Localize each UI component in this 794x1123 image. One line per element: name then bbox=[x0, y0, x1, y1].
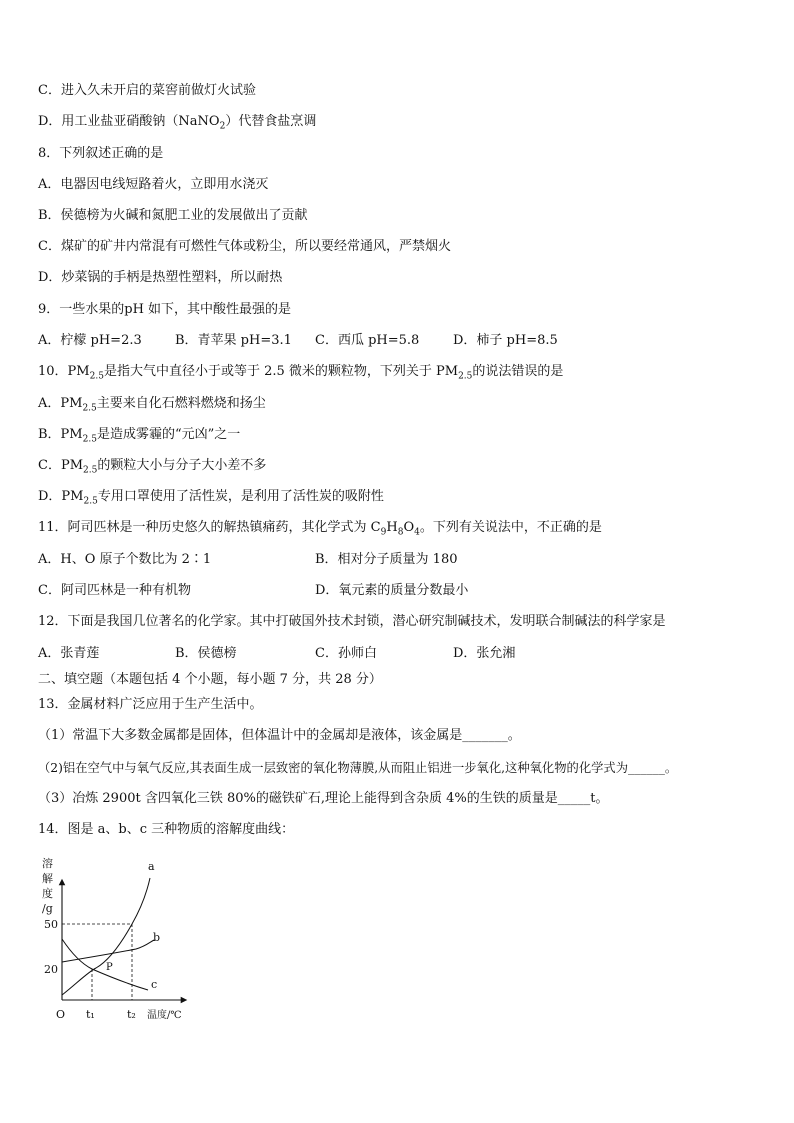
q9-option-c: C．西瓜 pH=5.8 bbox=[315, 333, 420, 348]
q12-stem: 12．下面是我国几位著名的化学家。其中打破国外技术封锁，潜心研究制碱技术，发明联合制碱法的科学家是 bbox=[38, 614, 666, 629]
q9-stem: 9．一些水果的pH 如下，其中酸性最强的是 bbox=[38, 302, 292, 317]
q8-option-c: C．煤矿的矿井内常混有可燃性气体或粉尘，所以要经常通风，严禁烟火 bbox=[38, 239, 451, 254]
q13-stem: 13．金属材料广泛应用于生产生活中。 bbox=[38, 697, 263, 712]
q10-option-c: C．$PM_{2.5}$的颗粒大小与分子大小差不多 bbox=[38, 458, 267, 476]
curve-c bbox=[62, 939, 148, 990]
x-axis-label: 温度/℃ bbox=[147, 1010, 182, 1021]
x-tick-t1: t₁ bbox=[86, 1008, 95, 1021]
q10-option-b: B．$PM_{2.5}$是造成雾霾的“元凶”之一 bbox=[38, 427, 241, 445]
q12-option-d: D．张允湘 bbox=[453, 646, 516, 661]
q14-stem: 14．图是 a、b、c 三种物质的溶解度曲线： bbox=[38, 822, 295, 837]
q11-option-d: D．氧元素的质量分数最小 bbox=[315, 583, 469, 598]
q12-option-c: C．孙师白 bbox=[315, 646, 377, 661]
q13-part-1: （1）常温下大多数金属都是固体，但体温计中的金属却是液体，该金属是_______。 bbox=[38, 728, 521, 743]
q8-stem: 8．下列叙述正确的是 bbox=[38, 146, 164, 161]
q8-option-b: B．侯德榜为火碱和氮肥工业的发展做出了贡献 bbox=[38, 208, 308, 223]
section-2-heading: 二、填空题（本题包括 4 个小题，每小题 7 分，共 28 分） bbox=[38, 672, 382, 687]
solubility-graph bbox=[36, 852, 206, 1024]
q10-stem: 10．$PM_{2.5}$是指大气中直径小于或等于 2.5 微米的颗粒物，下列关于 $PM_{2.5}$的说法错误的是 bbox=[38, 364, 564, 382]
q11-option-b: B．相对分子质量为 180 bbox=[315, 552, 458, 567]
q9-option-a: A．柠檬 pH=2.3 bbox=[38, 333, 142, 348]
y-axis-label-char-3: 度 bbox=[42, 887, 53, 900]
curve-b-label: b bbox=[153, 931, 161, 944]
q12-option-b: B．侯德榜 bbox=[175, 646, 237, 661]
y-axis-label-char-1: 溶 bbox=[42, 857, 53, 870]
q10-option-d: D．$PM_{2.5}$专用口罩使用了活性炭，是利用了活性炭的吸附性 bbox=[38, 489, 384, 507]
q13-part-3: （3）冶炼 2900t 含四氧化三铁 80%的磁铁矿石,理论上能得到含杂质 4%的生铁的质量是_____t。 bbox=[38, 791, 609, 806]
q9-option-b: B．青苹果 pH=3.1 bbox=[175, 333, 292, 348]
curve-a bbox=[62, 878, 150, 995]
curve-a-label: a bbox=[148, 860, 155, 873]
y-axis-label-char-2: 解 bbox=[42, 872, 53, 885]
q11-stem: 11．阿司匹林是一种历史悠久的解热镇痛药，其化学式为 $C_9H_8O_4$。下列有关说法中，不正确的是 bbox=[38, 520, 602, 538]
q8-option-a: A．电器因电线短路着火，立即用水浇灭 bbox=[38, 177, 269, 192]
curve-c-label: c bbox=[151, 978, 158, 991]
q7-option-c: C．进入久未开启的菜窖前做灯火试验 bbox=[38, 83, 256, 98]
q11-option-c: C．阿司匹林是一种有机物 bbox=[38, 583, 191, 598]
q13-part-2: （2)铝在空气中与氧气反应,其表面生成一层致密的氧化物薄膜,从而阻止铝进一步氧化,这种氧化物的化学式为______。 bbox=[38, 761, 678, 775]
q8-option-d: D．炒菜锅的手柄是热塑性塑料，所以耐热 bbox=[38, 270, 283, 285]
x-tick-t2: t₂ bbox=[127, 1008, 136, 1021]
q11-option-a: A．H、O 原子个数比为 2∶1 bbox=[38, 552, 212, 567]
point-p-label: P bbox=[106, 962, 113, 973]
q12-option-a: A．张青莲 bbox=[38, 646, 100, 661]
y-tick-20: 20 bbox=[44, 963, 58, 976]
y-tick-50: 50 bbox=[44, 918, 58, 931]
origin-label: O bbox=[56, 1008, 66, 1021]
q7-option-d: D．用工业盐亚硝酸钠（NaNO$_2$）代替食盐烹调 bbox=[38, 114, 317, 132]
q10-option-a: A．$PM_{2.5}$主要来自化石燃料燃烧和扬尘 bbox=[38, 396, 266, 414]
y-axis-label-char-4: /g bbox=[42, 902, 53, 915]
q9-option-d: D．柿子 pH=8.5 bbox=[453, 333, 558, 348]
